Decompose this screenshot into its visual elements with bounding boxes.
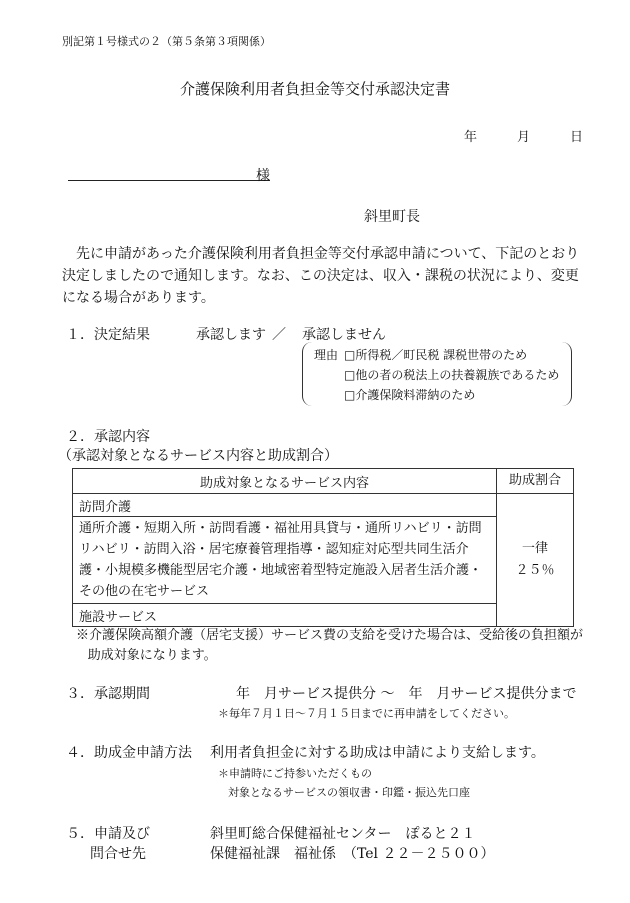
- reason-item: □所得税／町民税 課税世帯のため: [344, 348, 528, 362]
- section2-subtitle: （承認対象となるサービス内容と助成割合）: [58, 448, 338, 464]
- addressee-line: [68, 180, 270, 181]
- section4-label: ４．助成金申請方法: [66, 745, 192, 761]
- table-row: 施設サービス: [73, 604, 497, 627]
- service-table: [72, 468, 574, 627]
- approve-option: 承認します: [196, 327, 266, 343]
- form-id: 別記第１号様式の２（第５条第３項関係）: [62, 35, 271, 48]
- section5-label1: ５．申請及び: [66, 826, 150, 842]
- deny-option: 承認しません: [302, 327, 386, 343]
- intro-paragraph: 先に申請があった介護保険利用者負担金等交付承認申請について、下記のとおり決定しましたので通知します。なお、この決定は、収入・課税の状況により、変更になる場合があります。: [62, 246, 580, 306]
- reason-item: □介護保険料滞納のため: [344, 388, 476, 402]
- contact-line2: 保健福祉課 福祉係 （Tel ２２－２５００）: [210, 846, 495, 862]
- section2-label: ２．承認内容: [66, 429, 150, 445]
- rate-line1: 一律: [521, 541, 548, 556]
- section4-note2: 対象となるサービスの領収書・印鑑・振込先口座: [228, 786, 470, 799]
- section4-text: 利用者負担金に対する助成は申請により支給します。: [210, 745, 545, 761]
- section1-label: １．決定結果: [66, 327, 150, 343]
- col-header-rate: 助成割合: [497, 469, 574, 494]
- section3-note: ＊毎年７月１日～７月１５日までに再申請をしてください。: [218, 707, 515, 720]
- rate-cell: [497, 494, 574, 627]
- option-separator: ／: [272, 327, 286, 343]
- date-year: 年: [464, 130, 478, 145]
- section3-label: ３．承認期間: [66, 686, 150, 702]
- reason-item: □他の者の税法上の扶養親族であるため: [344, 368, 560, 382]
- table-row: 通所介護・短期入所・訪問看護・福祉用具貸与・通所リハビリ・訪問リハビリ・訪問入浴・居宅療養管理指導・認知症対応型共同生活介護・小規模多機能型居宅介護・地域密着型特定施設入居者生活介護・その他の在宅サービス: [73, 517, 497, 604]
- table-row: 訪問介護: [73, 494, 497, 517]
- rate-line2: ２５％: [515, 563, 555, 578]
- document-title: 介護保険利用者負担金等交付承認決定書: [179, 80, 450, 98]
- reason-label: 理由: [314, 348, 339, 362]
- date-day: 日: [570, 130, 584, 145]
- issuer: 斜里町長: [364, 209, 420, 225]
- section2-note: ※介護保険高額介護（居宅支援）サービス費の支給を受けた場合は、受給後の負担額が助成対象になります。: [76, 628, 584, 663]
- contact-line1: 斜里町総合保健福祉センター ぽると２１: [210, 826, 476, 842]
- approval-period: 年 月サービス提供分 ～ 年 月サービス提供分まで: [236, 686, 577, 702]
- section4-note1: ＊申請時にご持参いただくもの: [218, 767, 372, 780]
- addressee-suffix: 様: [256, 168, 270, 184]
- col-header-service: 助成対象となるサービス内容: [73, 469, 497, 494]
- date-month: 月: [517, 130, 531, 145]
- section5-label2: 問合せ先: [90, 846, 146, 862]
